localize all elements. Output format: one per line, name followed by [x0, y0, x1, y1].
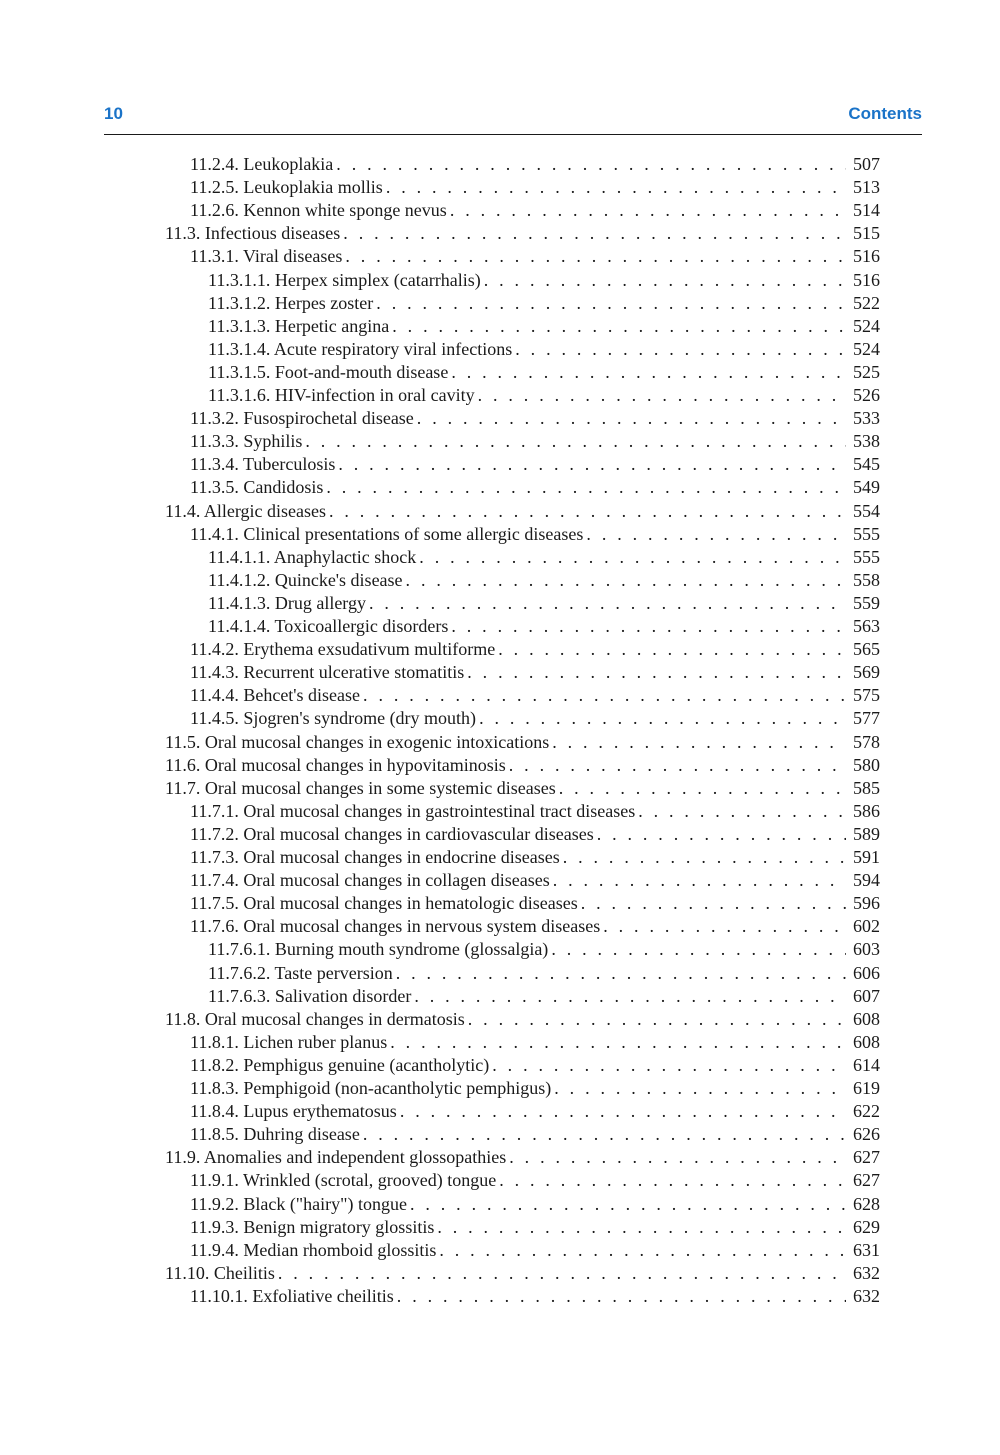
toc-entry[interactable] [190, 1239, 880, 1262]
toc-entry[interactable] [208, 569, 880, 592]
toc-entry[interactable] [165, 1146, 880, 1169]
dot-leader [278, 1262, 846, 1285]
toc-entry-page: 603 [853, 939, 880, 960]
dot-leader [400, 1100, 846, 1123]
dot-leader [417, 407, 846, 430]
toc-entry-page: 632 [853, 1262, 880, 1283]
toc-entry[interactable] [190, 638, 880, 661]
toc-entry[interactable] [208, 315, 880, 338]
toc-entry-page: 575 [853, 685, 880, 706]
toc-entry-page: 606 [853, 962, 880, 983]
toc-entry-page: 608 [853, 1031, 880, 1052]
toc-entry-label: 11.5. Oral mucosal changes in exogenic intoxications [165, 731, 552, 754]
toc-entry[interactable] [190, 846, 880, 869]
toc-entry[interactable] [190, 1031, 880, 1054]
toc-entry[interactable] [165, 222, 880, 245]
toc-entry-page: 533 [853, 408, 880, 429]
toc-entry-page: 614 [853, 1054, 880, 1075]
toc-entry-page: 578 [853, 731, 880, 752]
toc-entry[interactable] [190, 1123, 880, 1146]
toc-entry-label: 11.7.1. Oral mucosal changes in gastrointestinal tract diseases [190, 800, 638, 823]
dot-leader [515, 338, 846, 361]
toc-entry-label: 11.4.2. Erythema exsudativum multiforme [190, 638, 498, 661]
toc-entry-label: 11.9. Anomalies and independent glossopathies [165, 1146, 509, 1169]
toc-entry-page: 607 [853, 985, 880, 1006]
toc-entry-label: 11.8.5. Duhring disease [190, 1123, 363, 1146]
toc-entry-page: 549 [853, 477, 880, 498]
toc-entry-label: 11.4.1. Clinical presentations of some allergic diseases [190, 523, 586, 546]
dot-leader [369, 592, 846, 615]
toc-entry-page: 516 [853, 269, 880, 290]
toc-entry[interactable] [208, 269, 880, 292]
toc-entry[interactable] [190, 453, 880, 476]
section-title: Contents [848, 104, 922, 123]
toc-entry[interactable] [165, 754, 880, 777]
toc-entry[interactable] [208, 962, 880, 985]
dot-leader [509, 1146, 846, 1169]
toc-entry-label: 11.3.2. Fusospirochetal disease [190, 407, 417, 430]
toc-entry-label: 11.8.4. Lupus erythematosus [190, 1100, 400, 1123]
dot-leader [406, 569, 846, 592]
toc-entry-page: 622 [853, 1101, 880, 1122]
toc-entry-label: 11.8.3. Pemphigoid (non-acantholytic pemphigus) [190, 1077, 554, 1100]
toc-entry-page: 585 [853, 777, 880, 798]
dot-leader [554, 1077, 846, 1100]
toc-entry-page: 515 [853, 223, 880, 244]
toc-entry-label: 11.4.1.3. Drug allergy [208, 592, 369, 615]
toc-entry-page: 632 [853, 1285, 880, 1306]
dot-leader [451, 615, 846, 638]
dot-leader [439, 1239, 846, 1262]
toc-entry-page: 525 [853, 361, 880, 382]
toc-entry[interactable] [165, 731, 880, 754]
toc-entry-page: 591 [853, 847, 880, 867]
toc-entry-page: 628 [853, 1193, 880, 1214]
dot-leader [450, 199, 846, 222]
toc-entry-page: 594 [853, 870, 880, 891]
toc-entry-page: 545 [853, 454, 880, 475]
toc-entry-page: 522 [853, 292, 880, 313]
dot-leader [499, 1169, 846, 1192]
toc-entry-page: 513 [853, 177, 880, 198]
dot-leader [451, 361, 846, 384]
toc-entry[interactable] [208, 292, 880, 315]
toc-entry[interactable] [190, 407, 880, 430]
toc-entry-page: 619 [853, 1078, 880, 1098]
dot-leader [479, 707, 846, 730]
toc-entry-page: 555 [853, 523, 880, 544]
dot-leader [586, 523, 846, 546]
toc-entry[interactable] [190, 1169, 880, 1192]
toc-entry-page: 558 [853, 569, 880, 590]
toc-entry[interactable] [190, 1077, 880, 1100]
toc-entry[interactable] [208, 938, 880, 961]
toc-entry-label: 11.3.4. Tuberculosis [190, 453, 338, 476]
dot-leader [552, 731, 846, 754]
toc-entry-label: 11.7.5. Oral mucosal changes in hematologic diseases [190, 892, 581, 915]
toc-entry-page: 577 [853, 708, 880, 729]
toc-entry[interactable] [190, 915, 880, 938]
toc-entry[interactable] [165, 500, 880, 523]
toc-entry[interactable] [190, 1054, 880, 1077]
toc-entry-page: 569 [853, 662, 880, 683]
toc-entry-label: 11.3.1.3. Herpetic angina [208, 315, 392, 338]
toc-entry[interactable] [190, 176, 880, 199]
toc-entry[interactable] [190, 430, 880, 453]
toc-entry[interactable] [190, 661, 880, 684]
toc-entry-page: 555 [853, 546, 880, 567]
toc-entry-label: 11.8. Oral mucosal changes in dermatosis [165, 1008, 468, 1031]
toc-entry-label: 11.3.1.2. Herpes zoster [208, 292, 376, 315]
toc-entry-page: 507 [853, 154, 880, 174]
toc-entry-label: 11.4.5. Sjogren's syndrome (dry mouth) [190, 707, 479, 730]
toc-entry-label: 11.2.4. Leukoplakia [190, 153, 336, 176]
running-head [104, 104, 922, 135]
dot-leader [329, 500, 846, 523]
toc-entry[interactable] [190, 1216, 880, 1239]
dot-leader [559, 777, 846, 800]
toc-entry-label: 11.7.6. Oral mucosal changes in nervous system diseases [190, 915, 603, 938]
toc-entry-label: 11.4.1.4. Toxicoallergic disorders [208, 615, 451, 638]
toc-entry-label: 11.7.6.2. Taste perversion [208, 962, 396, 985]
toc-entry[interactable] [190, 800, 880, 823]
toc-entry-page: 565 [853, 639, 880, 660]
dot-leader [392, 315, 846, 338]
toc-entry-label: 11.10. Cheilitis [165, 1262, 278, 1285]
toc-entry-page: 608 [853, 1008, 880, 1029]
toc-entry-label: 11.4.3. Recurrent ulcerative stomatitis [190, 661, 467, 684]
toc-entry-label: 11.6. Oral mucosal changes in hypovitaminosis [165, 754, 509, 777]
toc-entry-page: 602 [853, 916, 880, 937]
toc-entry-label: 11.8.2. Pemphigus genuine (acantholytic) [190, 1054, 492, 1077]
toc-entry-label: 11.3.5. Candidosis [190, 476, 326, 499]
toc-entry-label: 11.7. Oral mucosal changes in some systemic diseases [165, 777, 559, 800]
dot-leader [551, 938, 846, 961]
page-number: 10 [104, 104, 123, 123]
toc-entry[interactable] [190, 245, 880, 268]
toc-entry-page: 554 [853, 500, 880, 521]
toc-entry[interactable] [165, 777, 880, 800]
dot-leader [553, 869, 846, 892]
dot-leader [478, 384, 846, 407]
toc-entry-label: 11.9.4. Median rhomboid glossitis [190, 1239, 439, 1262]
toc-entry-page: 627 [853, 1170, 880, 1191]
toc-entry[interactable] [190, 684, 880, 707]
dot-leader [397, 1285, 846, 1308]
toc-entry[interactable] [190, 153, 880, 176]
toc-entry-page: 524 [853, 315, 880, 336]
dot-leader [437, 1216, 846, 1239]
toc-entry-page: 559 [853, 592, 880, 613]
toc-entry-label: 11.7.3. Oral mucosal changes in endocrine diseases [190, 846, 563, 869]
dot-leader [603, 915, 846, 938]
toc-entry-page: 563 [853, 616, 880, 636]
dot-leader [410, 1193, 846, 1216]
dot-leader [498, 638, 846, 661]
dot-leader [419, 546, 846, 569]
toc-entry-page: 516 [853, 246, 880, 267]
toc-entry[interactable] [190, 523, 880, 546]
toc-entry-label: 11.4.1.1. Anaphylactic shock [208, 546, 419, 569]
dot-leader [468, 1008, 846, 1031]
toc-entry-page: 626 [853, 1124, 880, 1145]
toc-entry-label: 11.3.1.4. Acute respiratory viral infections [208, 338, 515, 361]
dot-leader [338, 453, 846, 476]
toc-entry[interactable] [208, 384, 880, 407]
toc-entry[interactable] [190, 199, 880, 222]
toc-entry-page: 631 [853, 1239, 880, 1260]
dot-leader [563, 846, 846, 869]
toc-entry[interactable] [165, 1262, 880, 1285]
toc-entry[interactable] [208, 615, 880, 638]
dot-leader [581, 892, 846, 915]
dot-leader [484, 269, 846, 292]
toc-entry-label: 11.3.1. Viral diseases [190, 245, 345, 268]
toc-entry-label: 11.4.1.2. Quincke's disease [208, 569, 406, 592]
toc-entry-label: 11.3.3. Syphilis [190, 430, 305, 453]
dot-leader [363, 1123, 846, 1146]
toc-entry-label: 11.7.6.1. Burning mouth syndrome (glossalgia) [208, 938, 551, 961]
toc-entry[interactable] [190, 869, 880, 892]
toc-entry[interactable] [208, 338, 880, 361]
toc-entry-label: 11.7.4. Oral mucosal changes in collagen diseases [190, 869, 553, 892]
dot-leader [363, 684, 846, 707]
toc-entry[interactable] [190, 823, 880, 846]
dot-leader [376, 292, 846, 315]
dot-leader [492, 1054, 846, 1077]
toc-entry-label: 11.10.1. Exfoliative cheilitis [190, 1285, 397, 1308]
toc-entry-page: 524 [853, 338, 880, 359]
toc-entry-label: 11.7.2. Oral mucosal changes in cardiovascular diseases [190, 823, 597, 846]
toc-entry[interactable] [165, 1008, 880, 1031]
toc-entry[interactable] [208, 592, 880, 615]
dot-leader [345, 245, 846, 268]
dot-leader [336, 153, 846, 176]
dot-leader [509, 754, 846, 777]
dot-leader [386, 176, 846, 199]
dot-leader [467, 661, 846, 684]
toc-entry-page: 526 [853, 385, 880, 405]
toc-entry-page: 580 [853, 754, 880, 775]
toc-entry-label: 11.3.1.5. Foot-and-mouth disease [208, 361, 451, 384]
dot-leader [414, 985, 846, 1008]
toc-entry-label: 11.3.1.1. Herpex simplex (catarrhalis) [208, 269, 484, 292]
toc-entry-label: 11.3.1.6. HIV-infection in oral cavity [208, 384, 478, 407]
toc-entry[interactable] [190, 1285, 880, 1308]
toc-entry-label: 11.9.3. Benign migratory glossitis [190, 1216, 437, 1239]
dot-leader [597, 823, 846, 846]
toc-entry-label: 11.7.6.3. Salivation disorder [208, 985, 414, 1008]
toc-entry[interactable] [190, 707, 880, 730]
toc-entry[interactable] [208, 546, 880, 569]
toc-entry-label: 11.8.1. Lichen ruber planus [190, 1031, 390, 1054]
dot-leader [343, 222, 846, 245]
toc-entry-label: 11.4.4. Behcet's disease [190, 684, 363, 707]
toc-entry-label: 11.2.5. Leukoplakia mollis [190, 176, 386, 199]
toc-entry-page: 596 [853, 893, 880, 914]
toc-entry[interactable] [190, 892, 880, 915]
toc-entry[interactable] [190, 1100, 880, 1123]
toc-entry[interactable] [190, 476, 880, 499]
toc-entry[interactable] [208, 361, 880, 384]
toc-entry[interactable] [190, 1193, 880, 1216]
dot-leader [305, 430, 846, 453]
toc-entry-label: 11.2.6. Kennon white sponge nevus [190, 199, 450, 222]
toc-entry-page: 538 [853, 431, 880, 452]
toc-entry-label: 11.9.2. Black ("hairy") tongue [190, 1193, 410, 1216]
toc-entry-label: 11.3. Infectious diseases [165, 222, 343, 245]
dot-leader [396, 962, 846, 985]
toc-entry-label: 11.4. Allergic diseases [165, 500, 329, 523]
dot-leader [326, 476, 846, 499]
toc-entry[interactable] [208, 985, 880, 1008]
toc-entry-page: 627 [853, 1147, 880, 1168]
dot-leader [638, 800, 846, 823]
dot-leader [390, 1031, 846, 1054]
toc-entry-label: 11.9.1. Wrinkled (scrotal, grooved) tongue [190, 1169, 499, 1192]
toc-entry-page: 629 [853, 1216, 880, 1237]
toc-entry-page: 586 [853, 800, 880, 821]
toc-entry-page: 514 [853, 200, 880, 221]
toc-entry-page: 589 [853, 823, 880, 844]
